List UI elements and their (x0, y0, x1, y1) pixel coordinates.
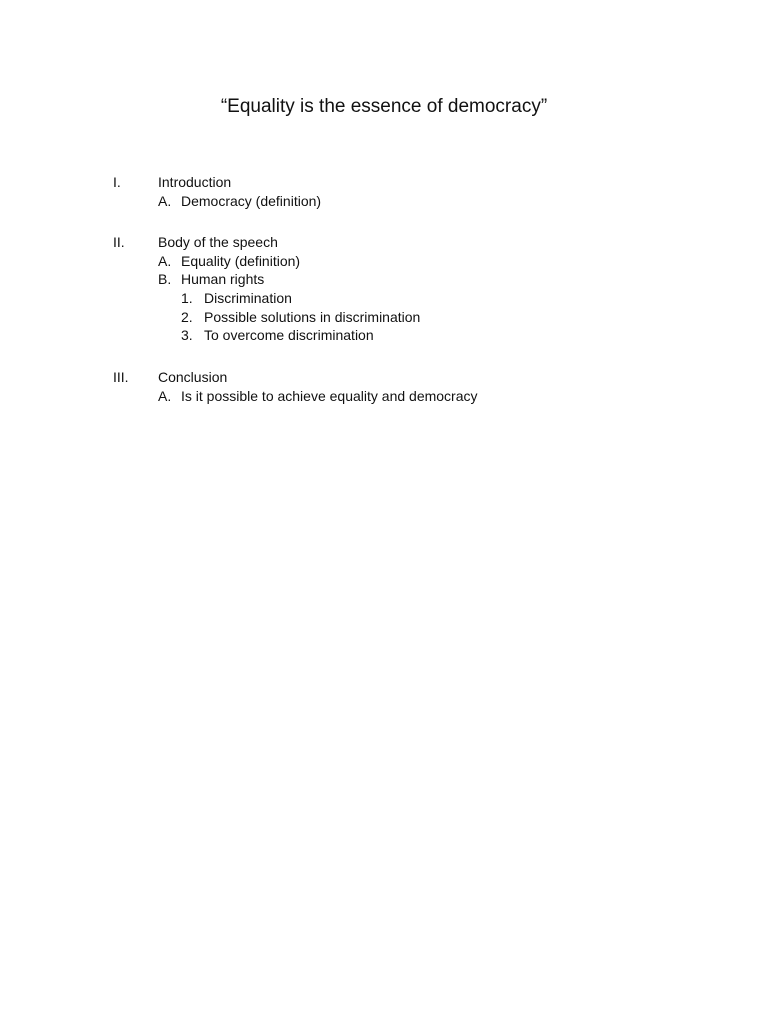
outline-section-introduction (0, 173, 768, 210)
subitem-text: Democracy (definition) (181, 192, 322, 209)
subitem-marker: B. (158, 271, 172, 288)
numbered-text: To overcome discrimination (204, 327, 374, 344)
section-heading: Conclusion (158, 369, 228, 385)
numbered-marker: 3. (181, 327, 193, 344)
outline-numbered-item (0, 289, 768, 308)
roman-numeral: II. (113, 234, 125, 250)
document-title: “Equality is the essence of democracy” (220, 96, 548, 117)
subitem-text: Equality (definition) (181, 252, 301, 269)
section-heading: Introduction (158, 174, 232, 190)
numbered-text: Discrimination (204, 290, 292, 307)
numbered-text: Possible solutions in discrimination (204, 308, 421, 325)
subitem-text: Human rights (181, 271, 265, 288)
subitem-marker: A. (158, 192, 172, 209)
numbered-marker: 1. (181, 290, 193, 307)
roman-numeral: III. (113, 369, 129, 385)
numbered-marker: 2. (181, 308, 193, 325)
section-heading: Body of the speech (158, 234, 278, 250)
roman-numeral: I. (113, 174, 121, 190)
outline-subitem (0, 192, 768, 211)
outline-subitem (0, 252, 768, 271)
outline-heading-line (0, 173, 768, 192)
outline-subitem (0, 270, 768, 289)
outline-section-conclusion (0, 368, 768, 405)
subitem-text: Is it possible to achieve equality and democracy (181, 387, 478, 404)
outline-numbered-item (0, 308, 768, 327)
subitem-marker: A. (158, 252, 172, 269)
outline-numbered-item (0, 326, 768, 345)
outline-subitem (0, 387, 768, 406)
outline-heading-line (0, 368, 768, 387)
outline-heading-line (0, 233, 768, 252)
subitem-marker: A. (158, 387, 172, 404)
outline-section-body (0, 233, 768, 345)
